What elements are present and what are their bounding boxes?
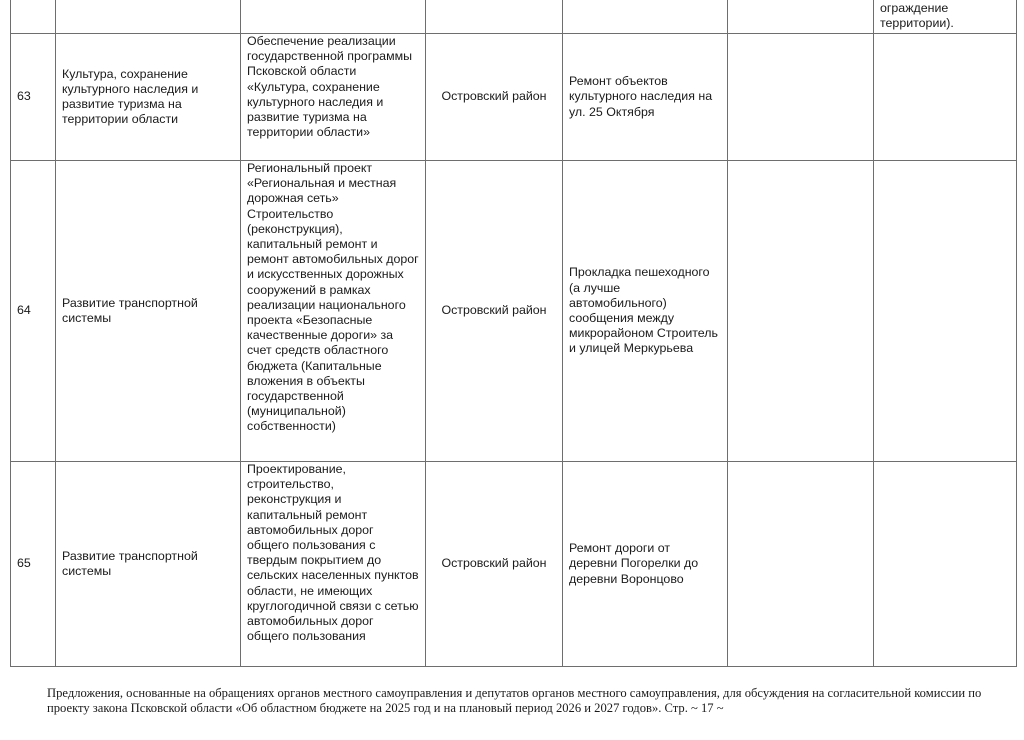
cell-program: Культура, сохранение культурного наследия и развитие туризма на территории области: [56, 34, 241, 161]
cell-col7: [874, 462, 1017, 667]
cell-program: Развитие транспортной системы: [56, 161, 241, 462]
cell-col7: ограждение территории).: [874, 0, 1017, 34]
cell-program: [56, 0, 241, 34]
cell-col6: [728, 34, 874, 161]
cell-district: [426, 0, 563, 34]
table-row: [11, 34, 1017, 161]
cell-number: 63: [11, 34, 56, 161]
table-row: [11, 462, 1017, 667]
cell-activity: [241, 0, 426, 34]
cell-activity: Региональный проект «Региональная и местная дорожная сеть» Строительство (реконструкция), капитальный ремонт и ремонт автомобильных дорог и искусственных дорожных сооружений в рамках реализации национального проекта «Безопасные качественные дороги» за счет средств областного бюджета (Капитальные вложения в объекты государственной (муниципальной) собственности): [241, 161, 426, 462]
table-row: [11, 161, 1017, 462]
cell-district: [426, 161, 563, 462]
cell-col6: [728, 0, 874, 34]
proposals-table: [10, 0, 1017, 667]
cell-program: Развитие транспортной системы: [56, 462, 241, 667]
cell-number: [11, 0, 56, 34]
district-text: Островский район: [441, 303, 547, 318]
cell-district: [426, 462, 563, 667]
district-text: Островский район: [441, 89, 547, 104]
cell-district: [426, 34, 563, 161]
cell-number: 65: [11, 462, 56, 667]
cell-col7: [874, 34, 1017, 161]
cell-proposal: Ремонт дороги от деревни Погорелки до деревни Воронцово: [563, 462, 728, 667]
cell-proposal: [563, 0, 728, 34]
cell-activity: Проектирование, строительство, реконструкция и капитальный ремонт автомобильных дорог общего пользования с твердым покрытием до сельских населенных пунктов области, не имеющих круглогодичной связи с сетью автомобильных дорог общего пользования: [241, 462, 426, 667]
district-text: Островский район: [441, 556, 547, 571]
cell-proposal: Ремонт объектов культурного наследия на ул. 25 Октября: [563, 34, 728, 161]
cell-col6: [728, 462, 874, 667]
page-footer: Предложения, основанные на обращениях органов местного самоуправления и депутатов органов местного самоуправления, для обсуждения на согласительной комиссии по проекту закона Псковской области «Об областном бюджете на 2025 год и на плановый период 2026 и 2027 годов». Стр. ~ 17 ~: [47, 686, 982, 715]
cell-col7: [874, 161, 1017, 462]
cell-proposal: Прокладка пешеходного (а лучше автомобильного) сообщения между микрорайоном Строитель и улицей Меркурьева: [563, 161, 728, 462]
cell-col6: [728, 161, 874, 462]
table-row-carryover: [11, 0, 1017, 34]
cell-activity: Обеспечение реализации государственной программы Псковской области «Культура, сохранение культурного наследия и развитие туризма на территории области»: [241, 34, 426, 161]
cell-number: 64: [11, 161, 56, 462]
